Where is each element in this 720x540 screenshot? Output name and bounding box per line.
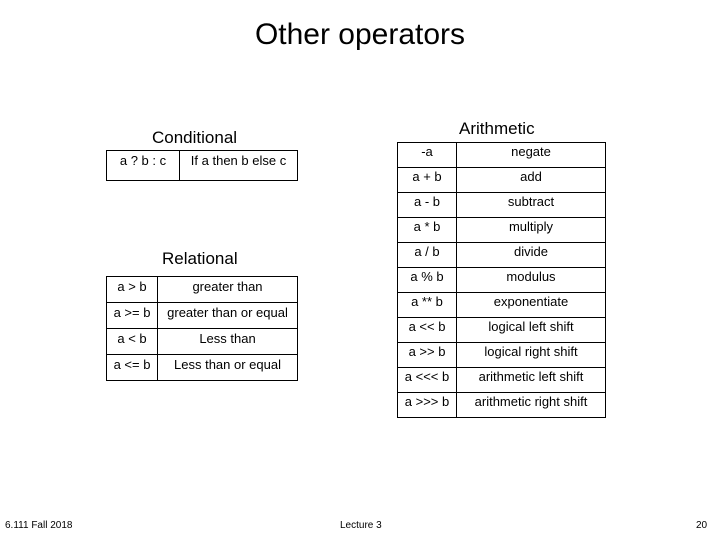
operator-cell: a > b (107, 277, 158, 303)
relational-heading: Relational (162, 249, 238, 268)
description-cell: arithmetic right shift (457, 393, 606, 418)
description-cell: negate (457, 143, 606, 168)
table-row (107, 277, 298, 303)
description-cell: Less than (158, 329, 298, 355)
relational-table (106, 276, 298, 381)
relational-rows (107, 277, 298, 381)
description-cell: add (457, 168, 606, 193)
operator-cell: a >> b (398, 343, 457, 368)
operator-cell: a * b (398, 218, 457, 243)
description-cell: arithmetic left shift (457, 368, 606, 393)
table-row (107, 303, 298, 329)
operator-cell: a << b (398, 318, 457, 343)
page-number: 20 (696, 520, 708, 531)
table-row (398, 368, 606, 393)
conditional-rows (107, 151, 298, 181)
description-cell: divide (457, 243, 606, 268)
operator-cell: a ? b : c (107, 151, 180, 181)
table-row (107, 355, 298, 381)
description-cell: greater than (158, 277, 298, 303)
description-cell: exponentiate (457, 293, 606, 318)
table-row (107, 329, 298, 355)
description-cell: logical right shift (457, 343, 606, 368)
table-row (107, 151, 298, 181)
description-cell: modulus (457, 268, 606, 293)
operator-cell: a <= b (107, 355, 158, 381)
table-row (398, 218, 606, 243)
table-row (398, 243, 606, 268)
operator-cell: a + b (398, 168, 457, 193)
description-cell: greater than or equal (158, 303, 298, 329)
table-row (398, 168, 606, 193)
arithmetic-table (397, 142, 606, 418)
operator-cell: a <<< b (398, 368, 457, 393)
operator-cell: a - b (398, 193, 457, 218)
operator-cell: a % b (398, 268, 457, 293)
conditional-heading: Conditional (152, 128, 238, 147)
table-row (398, 343, 606, 368)
arithmetic-rows (398, 143, 606, 418)
table-row (398, 193, 606, 218)
slide-title: Other operators (254, 18, 466, 51)
arithmetic-heading: Arithmetic (459, 119, 535, 138)
description-cell: subtract (457, 193, 606, 218)
description-cell: If a then b else c (180, 151, 298, 181)
footer-lecture: Lecture 3 (340, 520, 382, 531)
table-row (398, 293, 606, 318)
table-row (398, 318, 606, 343)
operator-cell: a < b (107, 329, 158, 355)
description-cell: logical left shift (457, 318, 606, 343)
conditional-table (106, 150, 298, 181)
operator-cell: a ** b (398, 293, 457, 318)
operator-cell: a / b (398, 243, 457, 268)
table-row (398, 268, 606, 293)
description-cell: multiply (457, 218, 606, 243)
footer-course: 6.111 Fall 2018 (5, 520, 73, 531)
table-row (398, 143, 606, 168)
table-row (398, 393, 606, 418)
operator-cell: a >>> b (398, 393, 457, 418)
description-cell: Less than or equal (158, 355, 298, 381)
operator-cell: a >= b (107, 303, 158, 329)
operator-cell: -a (398, 143, 457, 168)
